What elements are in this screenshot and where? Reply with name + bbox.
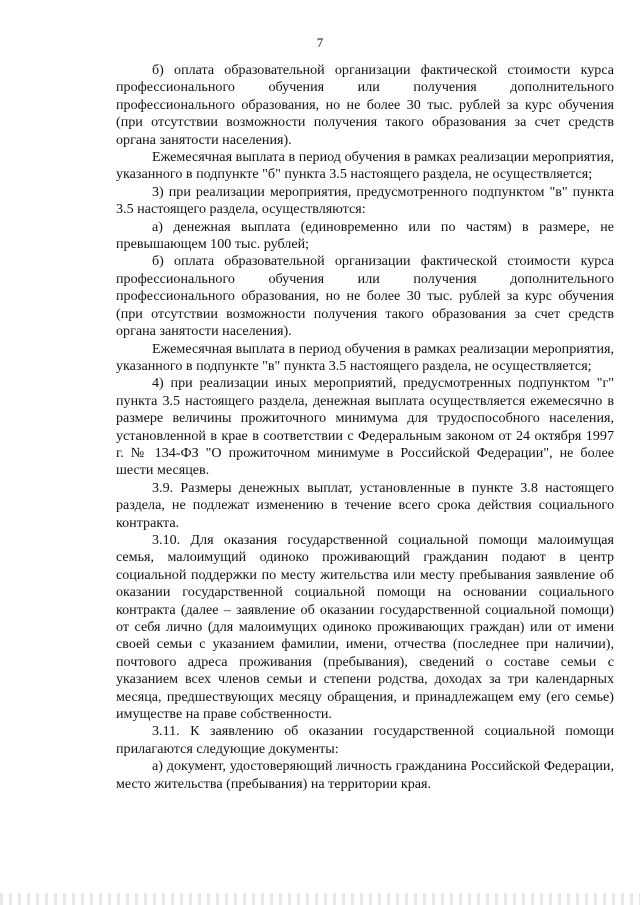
page-number: 7	[316, 35, 324, 50]
document-body	[116, 62, 614, 793]
paragraph-4-other-measures: 4) при реализации иных мероприятий, предусмотренных подпунктом "г" пункта 3.5 настоящего раздела, денежная выплата осуществляется ежемесячно в размере величины прожиточного минимума для трудоспособного населения, установленной в крае в соответствии с Федеральным законом от 24 октября 1997 г. № 134-ФЗ "О прожиточном минимуме в Российской Федерации", не более шести месяцев.	[116, 375, 614, 479]
paragraph-3-2-b-payment: б) оплата образовательной организации фактической стоимости курса профессионального обучения или получения дополнительного профессионального образования, но не более 30 тыс. рублей за курс обучения (при отсутствии возможности получения такого образования за счет средств органа занятости населения).	[116, 62, 614, 148]
paragraph-3-measure-v: 3) при реализации мероприятия, предусмотренного подпунктом "в" пункта 3.5 настоящего раздела, осуществляются:	[116, 183, 614, 218]
paragraph-3-a-cash-payment: а) денежная выплата (единовременно или по частям) в размере, не превышающем 100 тыс. рублей;	[116, 218, 614, 253]
paragraph-3-b-education-payment: б) оплата образовательной организации фактической стоимости курса профессионального обучения или получения дополнительного профессионального образования, но не более 30 тыс. рублей за курс обучения (при отсутствии возможности получения такого образования за счет средств органа занятости населения).	[116, 253, 614, 340]
scan-edge-noise	[0, 893, 640, 905]
paragraph-3-10: 3.10. Для оказания государственной социальной помощи малоимущая семья, малоимущий одиноко проживающий гражданин подают в центр социальной поддержки по месту жительства или месту пребывания заявление об оказании государственной социальной помощи на основании социального контракта (далее – заявление об оказании государственной социальной помощи) от себя лично (для малоимущих одиноко проживающих граждан) или от имени своей семьи с указанием фамилии, имени, отчества (последнее при наличии), почтового адреса проживания (пребывания), сведений о составе семьи с указанием всех членов семьи и степени родства, доходах за три календарных месяца, предшествующих месяцу обращения, и принадлежащем ему (его семье) имуществе на праве собственности.	[116, 531, 614, 723]
paragraph-3-11-a: а) документ, удостоверяющий личность гражданина Российской Федерации, место жительства (пребывания) на территории края.	[116, 758, 614, 792]
paragraph-3-9: 3.9. Размеры денежных выплат, установленные в пункте 3.8 настоящего раздела, не подлежат изменению в течение всего срока действия социального контракта.	[116, 479, 614, 531]
paragraph-monthly-payment-b: Ежемесячная выплата в период обучения в рамках реализации мероприятия, указанного в подпункте "б" пункта 3.5 настоящего раздела, не осуществляется;	[116, 149, 614, 183]
paragraph-monthly-payment-v: Ежемесячная выплата в период обучения в рамках реализации мероприятия, указанного в подпункте "в" пункта 3.5 настоящего раздела, не осуществляется;	[116, 340, 614, 374]
paragraph-3-11: 3.11. К заявлению об оказании государственной социальной помощи прилагаются следующие документы:	[116, 723, 614, 757]
